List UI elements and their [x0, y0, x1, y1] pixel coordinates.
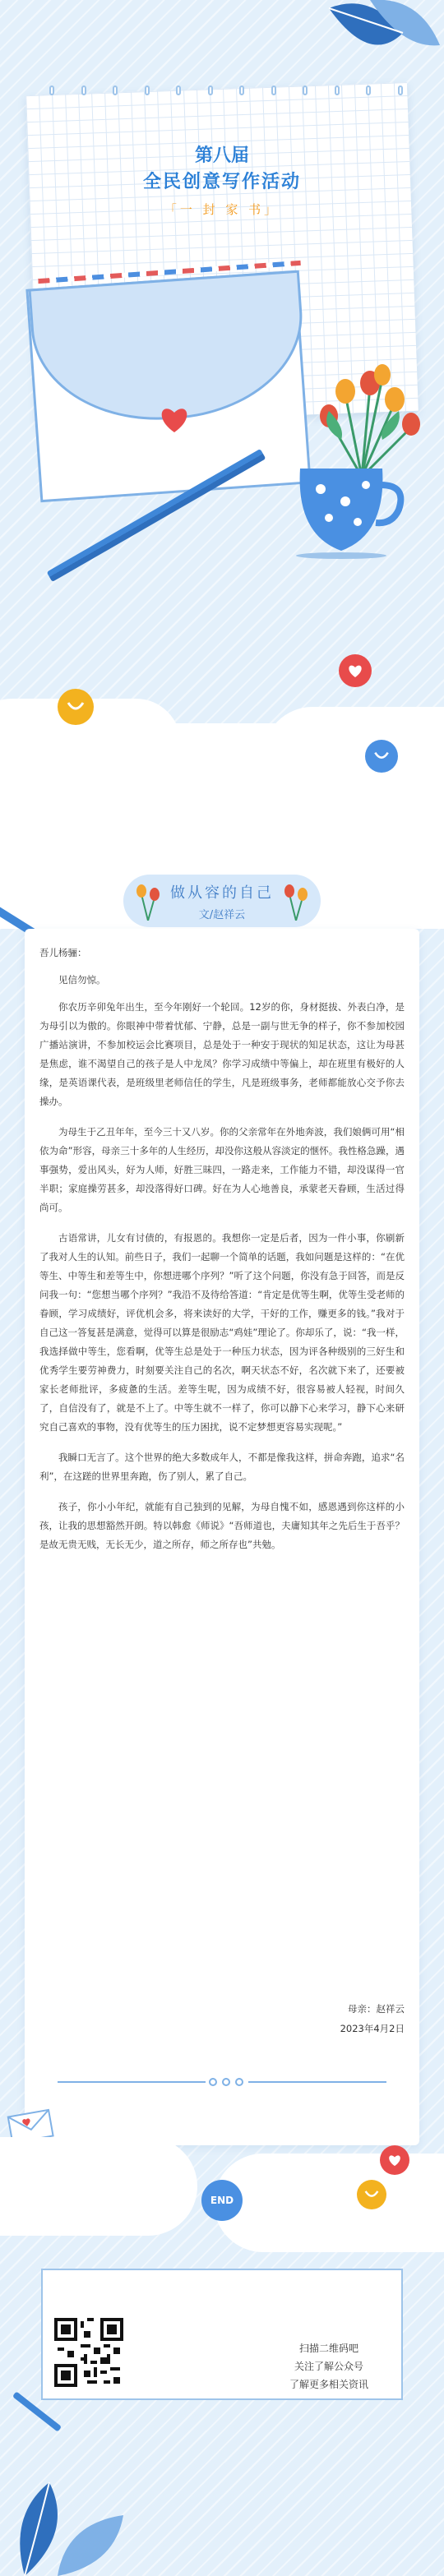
smile-bubble-icon	[365, 740, 398, 773]
hero-edition: 第八届	[194, 145, 249, 166]
letter-salutation: 吾儿杨骊：	[39, 947, 87, 958]
hero-title: 全民创意写作活动	[142, 172, 301, 192]
signature-name: 母亲：赵祥云	[348, 2003, 405, 2015]
letter-paragraph: 为母生于乙丑年年，至今三十又八岁。你的父亲常年在外地奔波，我们娘俩可用“相依为命”形容，母亲三十多年的人生经历，却没你这般从容淡定的惬怀。我性格急躁，遇事强势，爱出风头，好为人师，好胜三昧四，一路走来，工作能力不错，却没谋得一官半职；家庭操劳甚多，却没落得好口碑。好在为人心地善良，承蒙老天眷顾，生活过得尚可。	[39, 1126, 405, 1213]
tulip-flowers-icon	[296, 362, 428, 477]
end-badge: END	[201, 2180, 243, 2221]
paper-binding-holes	[49, 85, 403, 97]
footer-line: 扫描二维码吧	[298, 2343, 358, 2354]
cloud-decoration	[0, 2137, 197, 2236]
leaf-decoration-top-icon	[312, 0, 444, 74]
card-divider	[58, 2075, 386, 2089]
heart-bubble-icon	[339, 654, 372, 687]
letter-paragraph: 我瞬口无言了。这个世界的绝大多数成年人，不都是像我这样，拼命奔跑，追求“名利”，在这蹉的世界里奔跑，伤了别人，累了自己。	[39, 1452, 405, 1482]
cloud-decoration	[214, 2154, 444, 2252]
smile-bubble-icon	[357, 2180, 386, 2209]
heart-icon	[158, 404, 191, 434]
leaf-decoration-bottom-icon	[0, 2466, 156, 2576]
letter-body	[39, 944, 405, 1566]
hero-subtitle: 「一 封 家 书」	[164, 202, 280, 217]
qr-code[interactable]	[54, 2318, 123, 2387]
signature-date: 2023年4月2日	[340, 2023, 405, 2034]
footer-line: 了解更多相关资讯	[289, 2379, 368, 2390]
letter-greeting: 见信勿惊。	[58, 974, 106, 986]
card-author: 文/赵祥云	[198, 909, 246, 921]
heart-bubble-icon	[380, 2145, 409, 2175]
letter-signature	[39, 1999, 405, 2038]
letter-paragraph: 你农历辛卯兔年出生，至今年刚好一个轮回。12岁的你，身材挺拔、外表白净，是为母引以为傲的。你眼神中带着忧郁、宁静，总是一副与世无争的样子，你不参加校园广播站演讲，不参加校运会比赛项目，总是处于一种安于现状的知足状态，这让为母甚是焦虑，谁不渴望自己的孩子是人中龙凤？你学习成绩中等偏上，却在班里有极好的人缘，是英语课代表，是班级里老师信任的学生，凡是班级事务，老师都能放心交予你去操办。	[39, 1001, 405, 1107]
smile-bubble-icon	[58, 689, 94, 725]
card-title: 做从容的自己	[170, 884, 274, 902]
footer-line: 关注了解公众号	[294, 2361, 363, 2372]
letter-paragraph: 古语常讲，儿女有讨债的，有报恩的。我想你一定是后者，因为一件小事，你刷新了我对人生的认知。前些日子，我们一起聊一个简单的话题，我如问题是这样的：“在优等生、中等生和差等生中，你想进哪个序列？”听了这个问题，你没有急于回答，而是反问我一句：“您想当哪个序列？”我沿不及待给答道：“肯定是优等生啊，优等生受老师的眷顾，学习成绩好，评优机会多，将来读好的大学，干好的工作，赚更多的钱。”我对于自己这一答复甚是满意，觉得可以算是很励志“鸡娃”理论了。你却乐了，说：“我一样，我选择做中等生，您看啊，优等生总是处于一种压力状态，因为评各种级别的三好生和优秀学生要劳神费力，时刻要关注自己的名次，啊天状态不好，名次就下来了，还要被家长老师批评，多疲惫的生活。差等生呢，因为成绩不好，很容易被人轻视，时间久了，自信没有了，就是不上了。中等生就不一样了，你可以静下心来学习，静下心来研究自己喜欢的事物，没有优等生的压力困扰，说不定梦想更容易实现呢。”	[39, 1232, 405, 1433]
cup-icon	[284, 460, 407, 559]
footer-text	[263, 2339, 395, 2394]
letter-paragraph: 孩子，你小小年纪，就能有自己独到的见解，为母自愧不如，感恩遇到你这样的小孩，让我的思想豁然开朗。特以韩愈《师说》“吾师道也，夫庸知其年之先后生于吾乎？是故无贵无贱，无长无少，道之所存，师之所存也”共勉。	[39, 1501, 405, 1550]
